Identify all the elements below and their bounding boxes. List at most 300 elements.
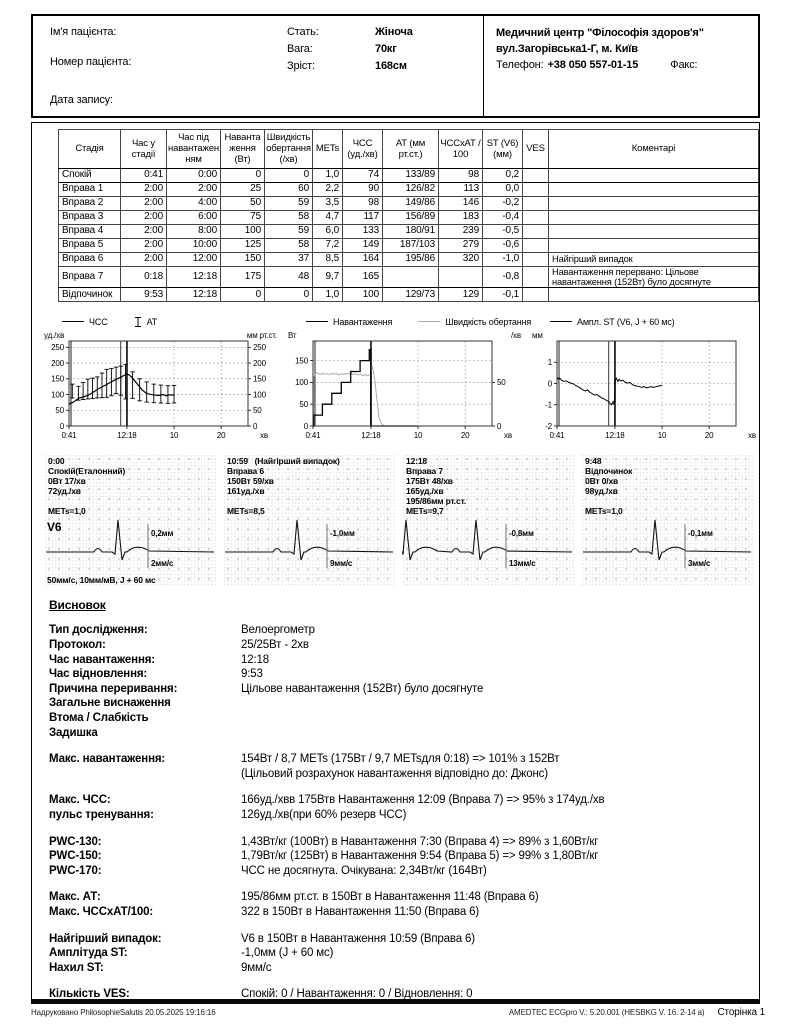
conclusion-label: PWC-170: (49, 864, 102, 877)
table-cell (523, 182, 549, 196)
table-cell: 2:00 (121, 238, 167, 252)
table-cell: 0 (265, 288, 313, 302)
table-cell: -0,4 (483, 210, 523, 224)
table-cell (523, 252, 549, 266)
ecg-header-line: 10:59 (Найгірший випадок) (227, 456, 340, 467)
conclusion-value: Велоергометр (241, 624, 315, 637)
conclusion-value: 195/86мм рт.ст. в 150Вт в Навантаження 11:48 (Вправа 6) (241, 891, 539, 904)
svg-text:10: 10 (413, 431, 423, 441)
table-cell: 58 (265, 238, 313, 252)
table-cell: 0 (221, 288, 265, 302)
svg-text:20: 20 (704, 431, 714, 441)
conclusion-row (49, 653, 759, 668)
stage-table-head (59, 130, 759, 169)
table-cell: 8:00 (167, 224, 221, 238)
table-cell: 165 (343, 266, 383, 288)
patient-number-label: Номер пацієнта: (50, 56, 132, 68)
table-cell: 12:18 (167, 266, 221, 288)
column-header: VES (523, 130, 549, 169)
ecg-waveform (402, 516, 574, 574)
svg-text:3мм/с: 3мм/с (688, 559, 711, 569)
table-cell: 113 (439, 182, 483, 196)
stage-table (58, 129, 759, 302)
table-row (59, 210, 759, 224)
svg-text:50: 50 (497, 378, 506, 388)
sex-label: Стать: (287, 26, 319, 38)
table-cell: 2:00 (121, 210, 167, 224)
table-cell: 180/91 (383, 224, 439, 238)
table-cell: 98 (343, 196, 383, 210)
svg-text:150: 150 (253, 374, 266, 384)
ecg-header-line: Вправа 7 (406, 466, 443, 477)
chart-hr-bp (42, 314, 279, 446)
table-cell: 149 (343, 238, 383, 252)
chart-load-speed (286, 314, 532, 446)
table-cell: 75 (221, 210, 265, 224)
svg-text:-0,1мм: -0,1мм (688, 529, 713, 539)
trend-charts (42, 314, 759, 446)
column-header: Час у стадії (121, 130, 167, 169)
svg-text:0,2мм: 0,2мм (151, 529, 174, 539)
table-cell: Вправа 5 (59, 238, 121, 252)
conclusion-value: 322 в 150Вт в Навантаження 11:50 (Вправа 6) (241, 905, 480, 918)
conclusion-label: Втома / Слабкість (49, 711, 149, 724)
report-body (31, 122, 760, 1004)
conclusion-row (49, 726, 759, 741)
ecg-header-line: 161уд./хв (227, 486, 265, 496)
table-cell: Спокій (59, 168, 121, 182)
ecg-header-line: 98уд./хв (585, 486, 618, 496)
table-cell: -0,6 (483, 238, 523, 252)
table-cell: 100 (343, 288, 383, 302)
conclusion-row (49, 808, 759, 823)
conclusion-label: Найгірший випадок: (49, 932, 162, 945)
table-cell: 6:00 (167, 210, 221, 224)
table-cell (549, 224, 759, 238)
table-cell: 2,2 (313, 182, 343, 196)
svg-text:10: 10 (169, 431, 179, 441)
table-cell: 74 (343, 168, 383, 182)
legend-item (418, 317, 531, 327)
conclusion-value: Цільове навантаження (152Вт) було досягнуте (241, 682, 484, 695)
conclusion-row (49, 667, 759, 682)
conclusion-label: Макс. АТ: (49, 891, 101, 904)
ecg-speed-note: 50мм/с, 10мм/мВ, J + 60 мс (47, 575, 156, 586)
ecg-panel-recovery (581, 454, 753, 586)
conclusion-label: пульс тренування: (49, 808, 154, 821)
table-cell: 0:18 (121, 266, 167, 288)
table-cell (523, 224, 549, 238)
table-cell: 146 (439, 196, 483, 210)
table-cell (549, 196, 759, 210)
table-cell: 8,5 (313, 252, 343, 266)
conclusion-value (241, 726, 759, 741)
ecg-header-line: 12:18 (406, 456, 427, 467)
table-cell (549, 210, 759, 224)
table-cell (523, 168, 549, 182)
patient-info (33, 16, 265, 116)
svg-text:1: 1 (547, 358, 552, 368)
table-cell: 239 (439, 224, 483, 238)
table-cell: 150 (221, 252, 265, 266)
table-cell: 59 (265, 224, 313, 238)
line-swatch-icon (418, 321, 440, 322)
weight-label: Вага: (287, 43, 313, 55)
conclusion-row (49, 946, 759, 961)
column-header: АТ (мм рт.ст.) (383, 130, 439, 169)
table-cell (523, 210, 549, 224)
conclusion-label: Нахил ST: (49, 961, 104, 974)
conclusion-label: Макс. ЧССхАТ/100: (49, 905, 154, 918)
svg-text:50: 50 (55, 406, 64, 416)
ecg-header-line: Спокій(Еталонний) (48, 466, 126, 477)
conclusion-value: 166уд./хвв 175Втв Навантаження 12:09 (Вправа 7) => 95% з 174уд./хв (241, 794, 605, 807)
conclusion-label: Кількість VES: (49, 988, 130, 1001)
table-cell: 100 (221, 224, 265, 238)
svg-text:0:41: 0:41 (549, 431, 565, 441)
column-header: Коментарі (549, 130, 759, 169)
conclusion-row (49, 682, 759, 697)
table-cell: 12:00 (167, 252, 221, 266)
chart-load-speed-legend (286, 314, 532, 329)
table-cell: 164 (343, 252, 383, 266)
conclusion-label: Причина переривання: (49, 682, 178, 695)
conclusion-row (49, 793, 759, 808)
svg-text:50: 50 (299, 400, 308, 410)
legend-item (62, 317, 108, 327)
conclusion-value: 12:18 (241, 653, 270, 666)
hr-bp-plot (42, 329, 279, 441)
table-cell: -0,5 (483, 224, 523, 238)
load-speed-plot (286, 329, 523, 441)
table-cell: 0 (265, 168, 313, 182)
phone-label: Телефон: (496, 59, 544, 71)
table-cell: 133 (343, 224, 383, 238)
conclusion-value: 154Вт / 8,7 METs (175Вт / 9,7 METsдля 0:18) => 101% з 152Вт (241, 753, 560, 766)
conclusion-label (49, 767, 241, 782)
column-header: ЧСС (уд./хв) (343, 130, 383, 169)
legend-item (306, 317, 392, 327)
page-number: Сторінка 1 (717, 1007, 765, 1018)
ecg-panel-rest (44, 454, 216, 586)
table-cell: 126/82 (383, 182, 439, 196)
table-cell: 320 (439, 252, 483, 266)
ecg-panel-worst-case (223, 454, 395, 586)
table-cell: -0,2 (483, 196, 523, 210)
legend-label: Ампл. ST (V6, J + 60 мс) (577, 316, 675, 327)
table-cell: 50 (221, 196, 265, 210)
conclusion-label: Задишка (49, 726, 98, 739)
table-cell: 117 (343, 210, 383, 224)
column-header: ЧССхАТ / 100 (439, 130, 483, 169)
table-cell: Вправа 3 (59, 210, 121, 224)
ecg-strips (44, 454, 759, 586)
table-cell: 6,0 (313, 224, 343, 238)
conclusion-value: 126уд./хв(при 60% резерв ЧСС) (241, 808, 407, 821)
table-cell: -0,8 (483, 266, 523, 288)
conclusion-label: Макс. навантаження: (49, 753, 166, 766)
conclusion-label: PWC-150: (49, 850, 102, 863)
fax-label: Факс: (670, 59, 698, 71)
legend-label: Швидкість обертання (445, 316, 532, 327)
svg-text:20: 20 (460, 431, 470, 441)
table-cell: Вправа 2 (59, 196, 121, 210)
svg-text:50: 50 (253, 406, 262, 416)
table-cell: 12:18 (167, 288, 221, 302)
conclusion-row (49, 987, 759, 1002)
table-row (59, 196, 759, 210)
svg-text:0: 0 (303, 422, 308, 432)
svg-text:100: 100 (253, 390, 266, 400)
svg-text:-2: -2 (545, 422, 552, 432)
conclusion-value (241, 711, 759, 726)
table-cell: 175 (221, 266, 265, 288)
svg-text:12:18: 12:18 (605, 431, 625, 441)
column-header: Стадія (59, 130, 121, 169)
svg-text:хв: хв (748, 431, 756, 441)
table-cell: 129 (439, 288, 483, 302)
table-cell (549, 168, 759, 182)
ecg-header-line: Відпочинок (585, 466, 633, 477)
table-cell: 2:00 (121, 252, 167, 266)
height-label: Зріст: (287, 60, 315, 72)
ecg-header-line: 0Вт 17/хв (48, 476, 86, 487)
svg-text:200: 200 (253, 359, 266, 369)
legend-item (550, 317, 675, 327)
svg-text:0: 0 (59, 422, 64, 432)
table-cell: 187/103 (383, 238, 439, 252)
ecg-header-line: 165уд./хв (406, 486, 444, 496)
lead-label: V6 (47, 520, 62, 535)
ecg-header-line: METs=1,0 (585, 505, 623, 516)
conclusion-row (49, 849, 759, 864)
table-cell: 60 (265, 182, 313, 196)
weight-value: 70кг (375, 43, 397, 55)
table-row (59, 182, 759, 196)
table-cell: Вправа 6 (59, 252, 121, 266)
svg-text:100: 100 (51, 390, 64, 400)
conclusion-section (49, 598, 759, 1001)
table-cell: 1,0 (313, 168, 343, 182)
svg-text:20: 20 (216, 431, 226, 441)
svg-text:150: 150 (51, 374, 64, 384)
ecg-header-line: METs=1,0 (48, 505, 86, 516)
svg-text:2мм/с: 2мм/с (151, 559, 174, 569)
svg-text:0: 0 (497, 422, 502, 432)
table-cell: 3,5 (313, 196, 343, 210)
conclusion-row (49, 864, 759, 879)
chart-hr-bp-legend (42, 314, 279, 329)
conclusion-value: 9:53 (241, 668, 263, 681)
table-cell (549, 182, 759, 196)
svg-text:0:41: 0:41 (61, 431, 77, 441)
conclusion-label: Амплітуда ST: (49, 947, 128, 960)
line-swatch-icon (550, 321, 572, 322)
table-cell: 9,7 (313, 266, 343, 288)
table-cell: 90 (343, 182, 383, 196)
table-cell: Відпочинок (59, 288, 121, 302)
conclusion-row (49, 767, 759, 782)
table-cell: 0:41 (121, 168, 167, 182)
svg-text:10: 10 (657, 431, 667, 441)
table-cell: 183 (439, 210, 483, 224)
conclusion-label: Протокол: (49, 639, 106, 652)
chart-st-ampl (530, 314, 767, 446)
clinic-info (483, 16, 758, 116)
conclusion-row (49, 623, 759, 638)
svg-text:хв: хв (260, 431, 268, 441)
ecg-waveform (223, 516, 395, 574)
conclusion-rows (49, 623, 759, 1001)
table-row (59, 252, 759, 266)
table-cell: 2:00 (167, 182, 221, 196)
ecg-header-line: 9:48 (585, 456, 602, 467)
table-cell (523, 266, 549, 288)
table-cell: -0,1 (483, 288, 523, 302)
ecg-header-line: 195/86мм рт.ст. (406, 495, 467, 506)
svg-text:13мм/с: 13мм/с (509, 559, 536, 569)
column-header: Час під навантаженням (167, 130, 221, 169)
svg-text:9мм/с: 9мм/с (330, 559, 353, 569)
table-cell: 37 (265, 252, 313, 266)
column-header: ST (V6) (мм) (483, 130, 523, 169)
svg-text:0: 0 (253, 422, 258, 432)
table-cell: 7,2 (313, 238, 343, 252)
chart-st-ampl-legend (530, 314, 767, 329)
table-cell: 279 (439, 238, 483, 252)
ecg-panel-peak-load (402, 454, 574, 586)
ecg-waveform (581, 516, 753, 574)
stage-table-body (59, 168, 759, 302)
conclusion-label: Тип дослідження: (49, 624, 148, 637)
table-cell: 2:00 (121, 196, 167, 210)
conclusion-value: V6 в 150Вт в Навантаження 10:59 (Вправа 6) (241, 932, 475, 945)
conclusion-label: Макс. ЧСС: (49, 794, 111, 807)
table-cell (523, 288, 549, 302)
table-cell: 0 (221, 168, 265, 182)
conclusion-value: 1,79Вт/кг (125Вт) в Навантаження 9:54 (Вправа 5) => 99% з 1,80Вт/кг (241, 850, 599, 863)
svg-text:150: 150 (295, 356, 308, 366)
phone-value: +38 050 557-01-15 (547, 59, 639, 71)
table-cell (549, 238, 759, 252)
ecg-header-line: 150Вт 59/хв (227, 476, 274, 487)
ecg-header-line: 175Вт 48/хв (406, 476, 453, 487)
column-header: Швидкість обертання (/хв) (265, 130, 313, 169)
svg-text:12:18: 12:18 (117, 431, 137, 441)
svg-text:0:41: 0:41 (305, 431, 321, 441)
clinic-address: вул.Загорівська1-Г, м. Київ (496, 43, 638, 55)
table-cell: 58 (265, 210, 313, 224)
svg-text:мм: мм (532, 331, 543, 341)
table-cell: Вправа 4 (59, 224, 121, 238)
svg-text:Вт: Вт (288, 331, 297, 341)
svg-text:250: 250 (253, 343, 266, 353)
svg-text:/хв: /хв (510, 331, 521, 341)
page-footer (31, 1007, 765, 1018)
printed-info: Надруковано PhilosophieSalutis 20.05.2025 19:16:16 (31, 1008, 216, 1017)
conclusion-row (49, 752, 759, 767)
svg-text:-0,8мм: -0,8мм (509, 529, 534, 539)
patient-vitals (265, 16, 483, 116)
conclusion-value: Спокій: 0 / Навантаження: 0 / Відновлення: 0 (241, 988, 473, 1001)
conclusion-label: Час навантаження: (49, 653, 155, 666)
conclusion-row (49, 890, 759, 905)
ecg-header-line: 0:00 (48, 456, 65, 467)
table-cell: 9:53 (121, 288, 167, 302)
column-header: Навантаження (Вт) (221, 130, 265, 169)
software-version: AMEDTEC ECGpro V.: 5.20.001 (HESBKG V. 16. 2-14 a) (508, 1008, 705, 1017)
table-cell: 156/89 (383, 210, 439, 224)
table-row (59, 238, 759, 252)
table-row (59, 168, 759, 182)
conclusion-value (241, 696, 759, 711)
table-cell: 129/73 (383, 288, 439, 302)
svg-text:100: 100 (295, 378, 308, 388)
table-cell: 0,0 (483, 182, 523, 196)
ecg-header-line: 72уд./хв (48, 486, 81, 496)
conclusion-label: PWC-130: (49, 835, 102, 848)
legend-label: Навантаження (333, 316, 393, 327)
table-cell: -1,0 (483, 252, 523, 266)
sex-value: Жіноча (375, 26, 413, 38)
patient-header (31, 14, 760, 118)
table-cell: 1,0 (313, 288, 343, 302)
table-cell: 10:00 (167, 238, 221, 252)
svg-text:250: 250 (51, 343, 64, 353)
errorbar-icon (134, 316, 142, 328)
table-row (59, 266, 759, 288)
table-cell (383, 266, 439, 288)
ecg-header-line: METs=8,5 (227, 505, 265, 516)
table-cell: 0:00 (167, 168, 221, 182)
conclusion-row (49, 696, 759, 711)
table-cell: 195/86 (383, 252, 439, 266)
table-cell: 48 (265, 266, 313, 288)
legend-item (134, 316, 158, 328)
ecg-header-line: METs=9,7 (406, 505, 444, 516)
conclusion-heading: Висновок (49, 598, 106, 613)
line-swatch-icon (62, 321, 84, 322)
table-cell: 2:00 (121, 182, 167, 196)
table-cell: Найгірший випадок (549, 252, 759, 266)
table-cell: 98 (439, 168, 483, 182)
table-cell: 2:00 (121, 224, 167, 238)
st-ampl-plot (530, 329, 767, 441)
ecg-waveform (44, 516, 216, 574)
conclusion-row (49, 905, 759, 920)
table-cell: Вправа 7 (59, 266, 121, 288)
table-cell: 59 (265, 196, 313, 210)
table-cell: 149/86 (383, 196, 439, 210)
conclusion-value: 9мм/с (241, 961, 272, 974)
table-cell: 0,2 (483, 168, 523, 182)
table-cell (523, 196, 549, 210)
legend-label: ЧСС (89, 316, 108, 327)
clinic-name: Медичний центр "Філософія здоров'я" (496, 27, 704, 39)
table-cell: 25 (221, 182, 265, 196)
height-value: 168см (375, 60, 407, 72)
conclusion-row (49, 835, 759, 850)
conclusion-row (49, 711, 759, 726)
ecg-header-line: 0Вт 0/хв (585, 476, 619, 487)
conclusion-row (49, 961, 759, 976)
conclusion-value: (Цільовий розрахунок навантаження відповідно до: Джонс) (241, 767, 548, 780)
ecg-header-line: Вправа 6 (227, 466, 264, 477)
conclusion-row (49, 638, 759, 653)
svg-text:-1,0мм: -1,0мм (330, 529, 355, 539)
conclusion-value: -1,0мм (J + 60 мс) (241, 947, 334, 960)
svg-text:12:18: 12:18 (361, 431, 381, 441)
